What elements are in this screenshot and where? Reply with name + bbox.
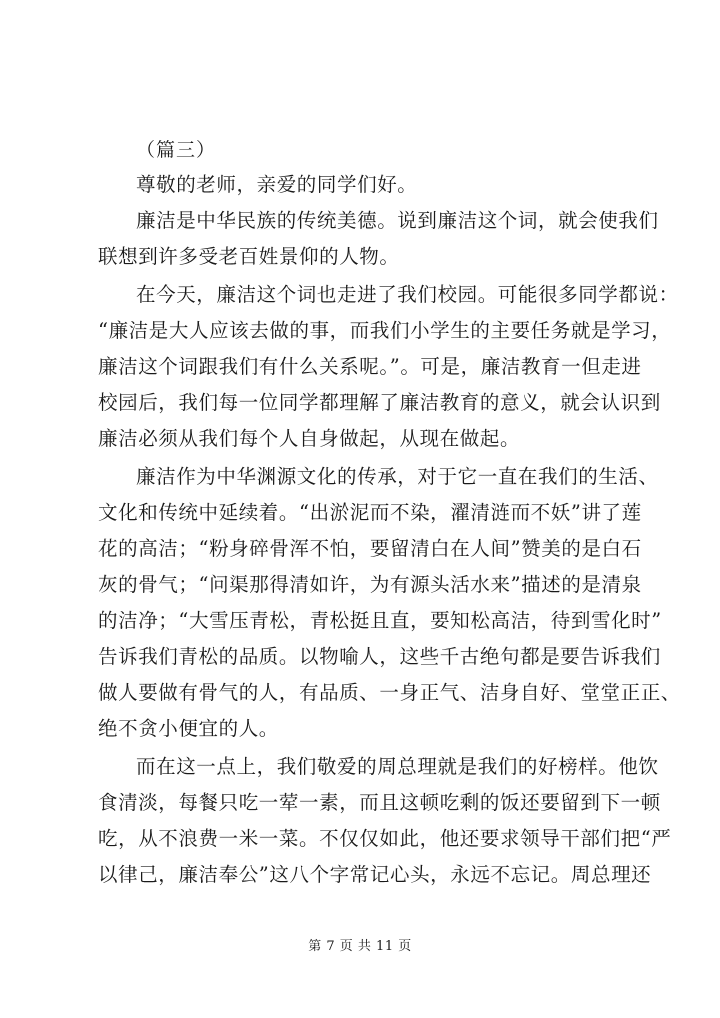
text-line: 告诉我们青松的品质。以物喻人，这些千古绝句都是要告诉我们: [98, 645, 661, 668]
text-line: 的洁净；“大雪压青松，青松挺且直，要知松高洁，待到雪化时”: [98, 609, 662, 632]
text-line: 文化和传统中延续着。“出淤泥而不染，濯清涟而不妖”讲了莲: [98, 501, 642, 524]
text-line: 廉洁必须从我们每个人自身做起，从现在做起。: [98, 427, 521, 450]
text-line: 食清淡，每餐只吃一荤一素，而且这顿吃剩的饭还要留到下一顿: [98, 791, 661, 814]
section-heading: （篇三）: [136, 139, 217, 161]
text-line: 绝不贪小便宜的人。: [98, 717, 279, 740]
text-line: 联想到许多受老百姓景仰的人物。: [98, 245, 400, 268]
text-line: “廉洁是大人应该去做的事，而我们小学生的主要任务就是学习，: [98, 319, 672, 342]
text-line: 花的高洁；“粉身碎骨浑不怕，要留清白在人间”赞美的是白石: [98, 537, 642, 560]
text-line: 灰的骨气；“问渠那得清如许，为有源头活水来”描述的是清泉: [98, 573, 642, 596]
text-line: 廉洁作为中华渊源文化的传承，对于它一直在我们的生活、: [136, 465, 659, 488]
text-line: 廉洁是中华民族的传统美德。说到廉洁这个词，就会使我们: [136, 209, 659, 232]
text-line: 做人要做有骨气的人，有品质、一身正气、洁身自好、堂堂正正、: [98, 681, 681, 704]
text-line: 以律己，廉洁奉公”这八个字常记心头，永远不忘记。周总理还: [98, 863, 652, 886]
text-line: 而在这一点上，我们敬爱的周总理就是我们的好榜样。他饮: [136, 755, 659, 778]
text-line: 在今天，廉洁这个词也走进了我们校园。可能很多同学都说：: [136, 283, 679, 306]
page-footer: 第 7 页 共 11 页: [308, 939, 412, 954]
text-line: 吃，从不浪费一米一菜。不仅仅如此，他还要求领导干部们把“严: [98, 827, 672, 850]
text-line: 尊敬的老师，亲爱的同学们好。: [136, 173, 418, 196]
text-line: 校园后，我们每一位同学都理解了廉洁教育的意义，就会认识到: [98, 391, 661, 414]
text-line: 廉洁这个词跟我们有什么关系呢。”。可是，廉洁教育一但走进: [98, 355, 642, 378]
